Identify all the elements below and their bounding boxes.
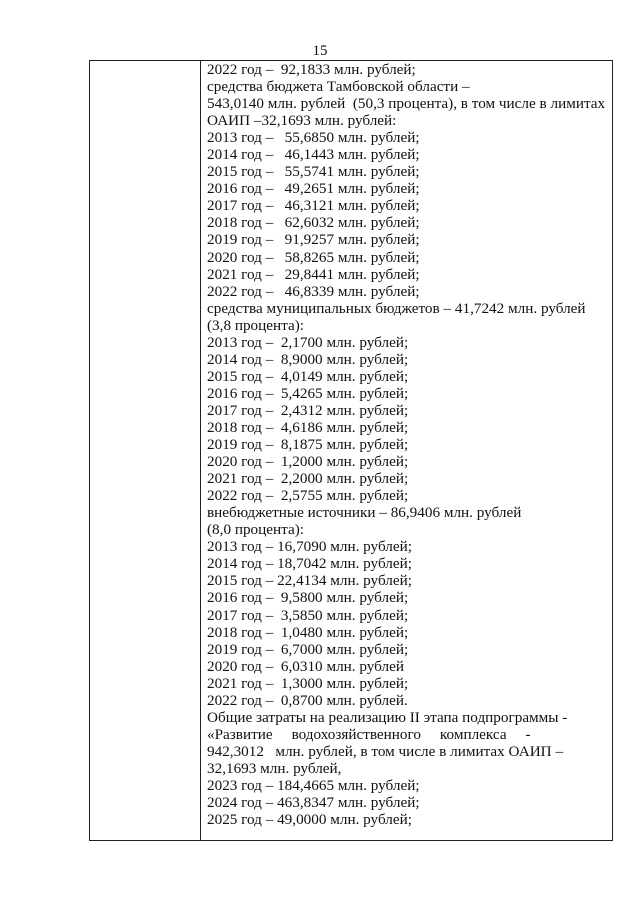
text-line: 2016 год – 5,4265 млн. рублей; bbox=[207, 384, 409, 402]
text-line: 2019 год – 6,7000 млн. рублей; bbox=[207, 640, 409, 658]
funding-text-cell bbox=[207, 61, 609, 828]
text-line: 2016 год – 9,5800 млн. рублей; bbox=[207, 589, 409, 607]
text-line: 2020 год – 6,0310 млн. рублей bbox=[207, 657, 404, 675]
text-line: 2021 год – 2,2000 млн. рублей; bbox=[207, 470, 409, 488]
text-line: 2016 год – 49,2651 млн. рублей; bbox=[207, 180, 420, 198]
text-line: средства бюджета Тамбовской области – bbox=[207, 78, 470, 96]
text-line: 2018 год – 1,0480 млн. рублей; bbox=[207, 623, 409, 641]
text-line: 2020 год – 1,2000 млн. рублей; bbox=[207, 453, 409, 471]
text-line: 2017 год – 3,5850 млн. рублей; bbox=[207, 606, 409, 624]
text-line: 2021 год – 29,8441 млн. рублей; bbox=[207, 265, 420, 283]
text-line: 2022 год – 2,5755 млн. рублей; bbox=[207, 487, 409, 505]
column-divider bbox=[200, 61, 201, 840]
text-line: 2013 год – 16,7090 млн. рублей; bbox=[207, 538, 412, 556]
text-line: (8,0 процента): bbox=[207, 521, 304, 539]
table-frame bbox=[89, 60, 613, 841]
text-line: 2019 год – 91,9257 млн. рублей; bbox=[207, 231, 420, 249]
text-line: 2025 год – 49,0000 млн. рублей; bbox=[207, 811, 412, 829]
text-line: 942,3012 млн. рублей, в том числе в лимитах ОАИП – bbox=[207, 742, 564, 760]
text-line: 2017 год – 2,4312 млн. рублей; bbox=[207, 401, 409, 419]
text-line: средства муниципальных бюджетов – 41,7242 млн. рублей bbox=[207, 299, 586, 317]
text-line: 2022 год – 0,8700 млн. рублей. bbox=[207, 691, 408, 709]
text-line: 2020 год – 58,8265 млн. рублей; bbox=[207, 248, 420, 266]
text-line: 2013 год – 2,1700 млн. рублей; bbox=[207, 333, 409, 351]
text-line: 2018 год – 62,6032 млн. рублей; bbox=[207, 214, 420, 232]
text-line: 543,0140 млн. рублей (50,3 процента), в том числе в лимитах bbox=[207, 95, 606, 113]
text-line: 2014 год – 46,1443 млн. рублей; bbox=[207, 146, 420, 164]
text-line: внебюджетные источники – 86,9406 млн. рублей bbox=[207, 504, 522, 522]
text-line: 2024 год – 463,8347 млн. рублей; bbox=[207, 794, 420, 812]
text-line: «Развитие водохозяйственного комплекса - bbox=[207, 725, 531, 743]
text-line: 2023 год – 184,4665 млн. рублей; bbox=[207, 776, 420, 794]
text-line: ОАИП –32,1693 млн. рублей: bbox=[207, 112, 397, 130]
text-line: 2018 год – 4,6186 млн. рублей; bbox=[207, 418, 409, 436]
text-line: 2014 год – 8,9000 млн. рублей; bbox=[207, 350, 409, 368]
text-line: 2022 год – 92,1833 млн. рублей; bbox=[207, 61, 416, 78]
text-line: 2019 год – 8,1875 млн. рублей; bbox=[207, 436, 409, 454]
text-line: 2014 год – 18,7042 млн. рублей; bbox=[207, 555, 412, 573]
text-line: 2017 год – 46,3121 млн. рублей; bbox=[207, 197, 420, 215]
text-line: (3,8 процента): bbox=[207, 316, 304, 334]
page-number: 15 bbox=[312, 43, 328, 59]
text-line: 32,1693 млн. рублей, bbox=[207, 759, 342, 777]
text-line: 2015 год – 55,5741 млн. рублей; bbox=[207, 163, 420, 181]
text-line: Общие затраты на реализацию II этапа подпрограммы - bbox=[207, 708, 568, 726]
text-line: 2015 год – 4,0149 млн. рублей; bbox=[207, 367, 409, 385]
text-line: 2021 год – 1,3000 млн. рублей; bbox=[207, 674, 409, 692]
text-line: 2015 год – 22,4134 млн. рублей; bbox=[207, 572, 412, 590]
text-line: 2022 год – 46,8339 млн. рублей; bbox=[207, 282, 420, 300]
text-line: 2013 год – 55,6850 млн. рублей; bbox=[207, 129, 420, 147]
